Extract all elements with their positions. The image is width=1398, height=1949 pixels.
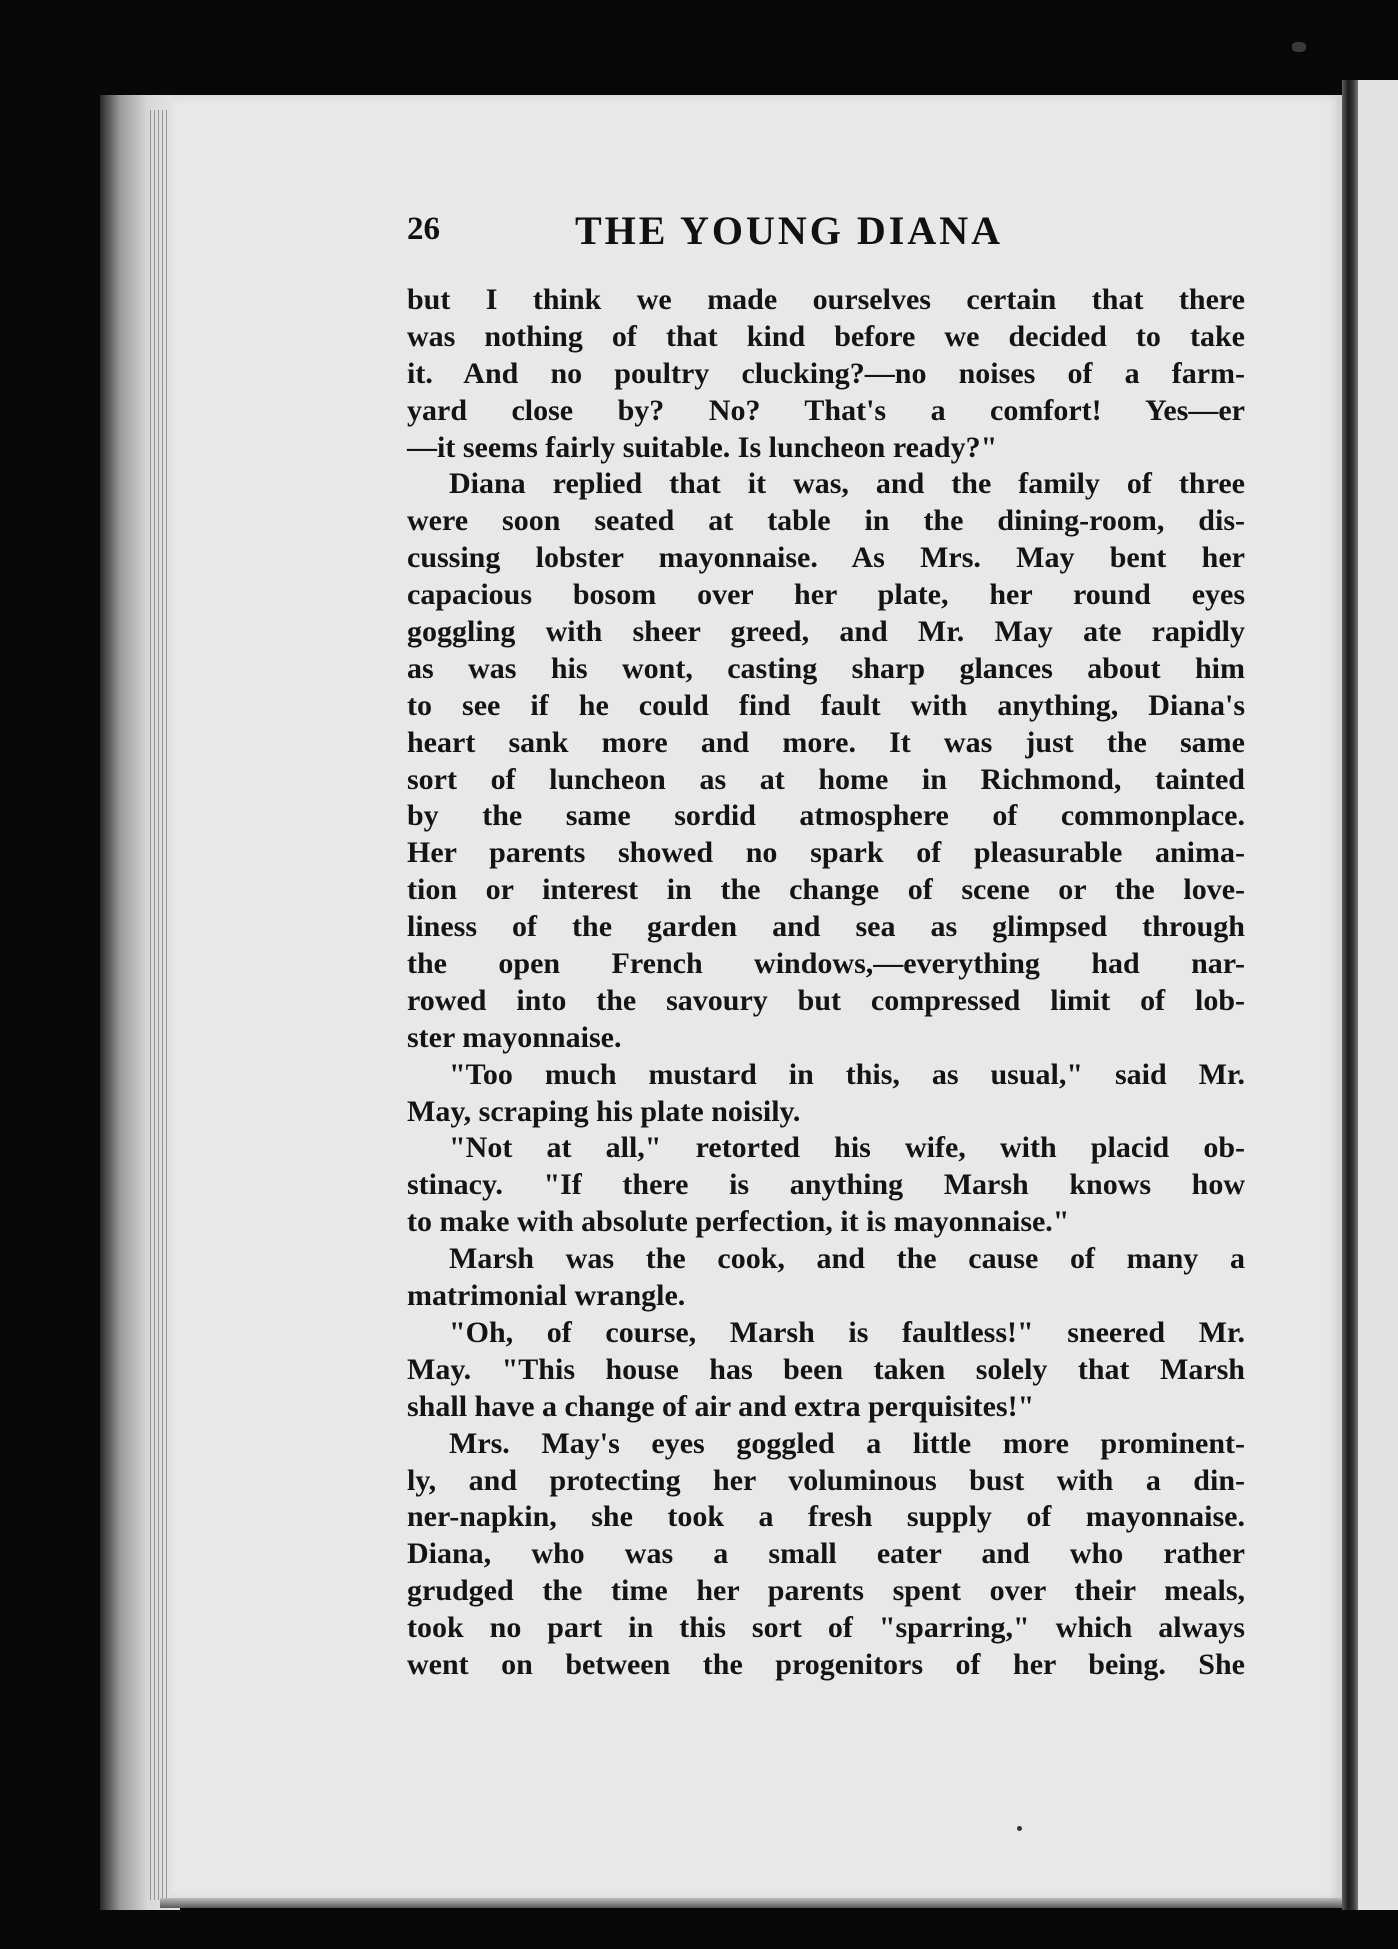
- text-line: were soon seated at table in the dining-room, dis-: [407, 504, 1245, 538]
- text-line: "Not at all," retorted his wife, with placid ob-: [449, 1131, 1245, 1165]
- next-page-sliver: [1358, 80, 1398, 1910]
- text-line: it. And no poultry clucking?—no noises of a farm-: [407, 356, 1245, 390]
- running-title: THE YOUNG DIANA: [575, 208, 1003, 253]
- text-line: capacious bosom over her plate, her round eyes: [407, 578, 1245, 612]
- text-line: Her parents showed no spark of pleasurable anima-: [407, 836, 1245, 870]
- text-line: the open French windows,—everything had nar-: [407, 947, 1245, 981]
- text-line: went on between the progenitors of her being. She: [407, 1647, 1245, 1681]
- book-gutter-edge: [1342, 80, 1358, 1910]
- text-line: Diana replied that it was, and the family of three: [449, 467, 1245, 501]
- text-line: took no part in this sort of "sparring," which always: [407, 1611, 1245, 1645]
- text-line: matrimonial wrangle.: [407, 1279, 686, 1313]
- text-line: rowed into the savoury but compressed limit of lob-: [407, 983, 1245, 1017]
- text-line: tion or interest in the change of scene or the love-: [407, 873, 1245, 907]
- text-line: but I think we made ourselves certain that there: [407, 283, 1245, 316]
- scan-speck: [1292, 42, 1306, 52]
- text-line: by the same sordid atmosphere of commonplace.: [407, 799, 1245, 833]
- text-line: to make with absolute perfection, it is mayonnaise.": [407, 1205, 1070, 1239]
- text-line: yard close by? No? That's a comfort! Yes—er: [407, 393, 1245, 427]
- ink-speck: [1017, 1826, 1022, 1831]
- text-line: sort of luncheon as at home in Richmond, tainted: [407, 762, 1245, 796]
- text-line: "Oh, of course, Marsh is faultless!" sneered Mr.: [449, 1315, 1245, 1349]
- text-line: heart sank more and more. It was just the same: [407, 725, 1245, 759]
- body-text: [407, 282, 1245, 1684]
- text-line: ner-napkin, she took a fresh supply of mayonnaise.: [407, 1500, 1245, 1534]
- text-line: Diana, who was a small eater and who rather: [407, 1537, 1245, 1571]
- running-head: [407, 207, 1087, 259]
- text-line: as was his wont, casting sharp glances about him: [407, 651, 1245, 685]
- page-edge-lines: [150, 110, 170, 1900]
- text-line: liness of the garden and sea as glimpsed through: [407, 910, 1245, 944]
- text-line: —it seems fairly suitable. Is luncheon ready?": [407, 430, 998, 464]
- text-line: May, scraping his plate noisily.: [407, 1094, 801, 1128]
- text-line: goggling with sheer greed, and Mr. May ate rapidly: [407, 615, 1245, 649]
- text-line: "Too much mustard in this, as usual," said Mr.: [449, 1057, 1245, 1091]
- text-line: was nothing of that kind before we decided to take: [407, 319, 1245, 353]
- text-line: ster mayonnaise.: [407, 1020, 622, 1054]
- text-line: ly, and protecting her voluminous bust with a din-: [407, 1463, 1245, 1497]
- text-line: to see if he could find fault with anything, Diana's: [407, 688, 1245, 722]
- text-line: grudged the time her parents spent over their meals,: [407, 1574, 1245, 1608]
- text-line: May. "This house has been taken solely that Marsh: [407, 1352, 1245, 1386]
- page-bottom-edge: [160, 1898, 1350, 1908]
- text-line: shall have a change of air and extra perquisites!": [407, 1389, 1035, 1423]
- text-line: Marsh was the cook, and the cause of many a: [449, 1242, 1245, 1276]
- text-line: cussing lobster mayonnaise. As Mrs. May bent her: [407, 541, 1245, 575]
- text-line: stinacy. "If there is anything Marsh knows how: [407, 1168, 1245, 1202]
- text-line: Mrs. May's eyes goggled a little more prominent-: [449, 1426, 1245, 1460]
- page-number: 26: [407, 211, 440, 247]
